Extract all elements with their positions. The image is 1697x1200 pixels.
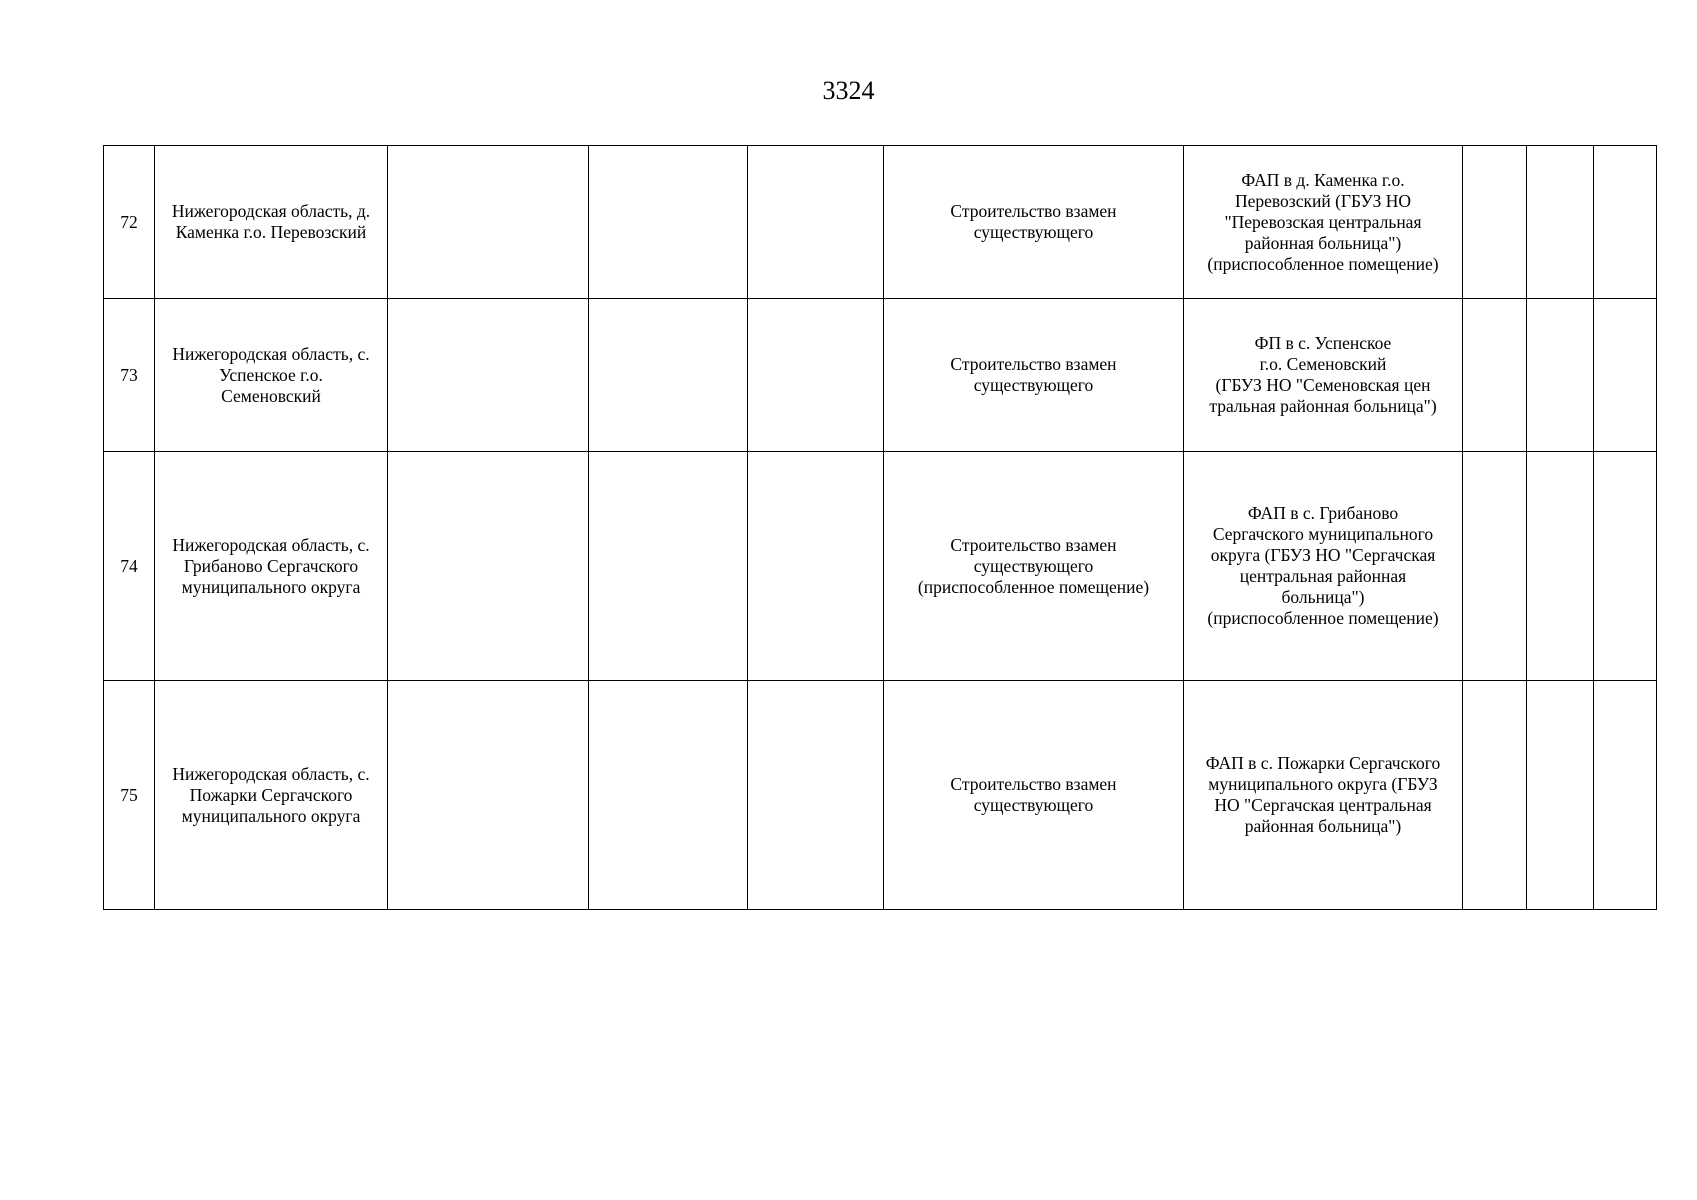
empty-cell — [748, 146, 884, 299]
empty-cell — [1527, 452, 1594, 681]
location-cell: Нижегородская область, с. Успенское г.о. Семеновский — [155, 299, 388, 452]
table-row — [104, 146, 1657, 299]
empty-cell — [388, 146, 589, 299]
facility-cell: ФАП в с. Грибаново Сергачского муниципального округа (ГБУЗ НО "Сергачская центральная районная больница") (приспособленное помещение) — [1184, 452, 1463, 681]
empty-cell — [1594, 299, 1657, 452]
empty-cell — [589, 146, 748, 299]
empty-cell — [1594, 452, 1657, 681]
empty-cell — [748, 452, 884, 681]
action-cell: Строительство взамен существующего (приспособленное помещение) — [884, 452, 1184, 681]
page-number: 3324 — [822, 76, 875, 105]
facility-cell: ФАП в д. Каменка г.о. Перевозский (ГБУЗ НО "Перевозская центральная районная больница") (приспособленное помещение) — [1184, 146, 1463, 299]
row-number-cell: 73 — [104, 299, 155, 452]
empty-cell — [589, 299, 748, 452]
empty-cell — [388, 299, 589, 452]
empty-cell — [589, 681, 748, 910]
empty-cell — [1463, 681, 1527, 910]
facilities-table — [103, 145, 1657, 910]
empty-cell — [1527, 681, 1594, 910]
action-cell: Строительство взамен существующего — [884, 146, 1184, 299]
row-number-cell: 74 — [104, 452, 155, 681]
facility-cell: ФАП в с. Пожарки Сергачского муниципального округа (ГБУЗ НО "Сергачская центральная районная больница") — [1184, 681, 1463, 910]
action-cell: Строительство взамен существующего — [884, 681, 1184, 910]
empty-cell — [388, 681, 589, 910]
facility-cell: ФП в с. Успенское г.о. Семеновский (ГБУЗ НО "Семеновская цен тральная районная больница") — [1184, 299, 1463, 452]
empty-cell — [1594, 146, 1657, 299]
empty-cell — [1594, 681, 1657, 910]
empty-cell — [1463, 299, 1527, 452]
empty-cell — [748, 681, 884, 910]
empty-cell — [748, 299, 884, 452]
empty-cell — [1527, 146, 1594, 299]
empty-cell — [1527, 299, 1594, 452]
table-row — [104, 681, 1657, 910]
location-cell: Нижегородская область, д. Каменка г.о. Перевозский — [155, 146, 388, 299]
empty-cell — [1463, 452, 1527, 681]
table-row — [104, 452, 1657, 681]
empty-cell — [1463, 146, 1527, 299]
location-cell: Нижегородская область, с. Пожарки Сергачского муниципального округа — [155, 681, 388, 910]
location-cell: Нижегородская область, с. Грибаново Сергачского муниципального округа — [155, 452, 388, 681]
empty-cell — [589, 452, 748, 681]
action-cell: Строительство взамен существующего — [884, 299, 1184, 452]
row-number-cell: 72 — [104, 146, 155, 299]
table-row — [104, 299, 1657, 452]
row-number-cell: 75 — [104, 681, 155, 910]
empty-cell — [388, 452, 589, 681]
